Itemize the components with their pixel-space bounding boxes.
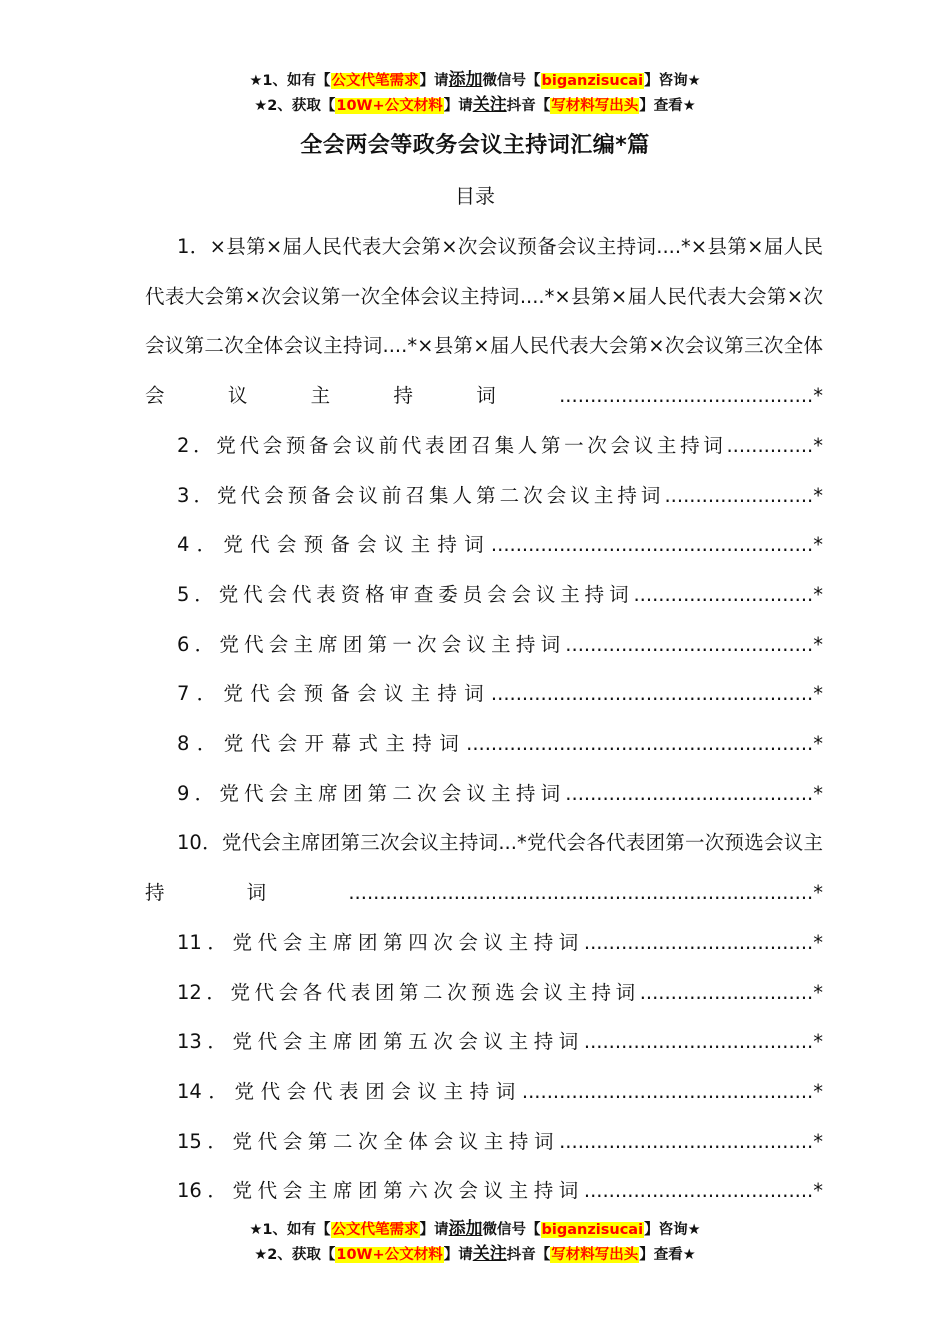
toc-entry-1[interactable]: 1．×县第×届人民代表大会第×次会议预备会议主持词....*×县第×届人民代表大会第×次会议第一次全体会议主持词....*×县第×届人民代表大会第×次会议第二次全体会议主持词....*×县第×届人民代表大会第×次会议第三次全体会议主持词.........................................* [145,235,823,408]
toc-entry-12[interactable]: 12．党代会各代表团第二次预选会议主持词............................* [177,980,823,1004]
banner-text: ★1、如有【 [249,1222,331,1238]
toc-entry-5[interactable]: 5．党代会代表资格审查委员会会议主持词.............................* [177,582,823,606]
banner-text: 】请 [419,73,449,89]
banner-text: ★1、如有【 [249,73,331,89]
toc-entry-16[interactable]: 16．党代会主席团第六次会议主持词.....................................* [177,1179,823,1203]
toc-heading: 目录 [455,184,495,208]
toc-entry-15[interactable]: 15．党代会第二次全体会议主持词.........................................* [177,1129,823,1153]
footer-banner [0,1217,950,1267]
banner-line-1 [0,68,950,93]
toc-entry-13[interactable]: 13．党代会主席团第五次会议主持词.....................................* [177,1030,823,1054]
banner-emphasis: 关注 [472,1244,507,1264]
banner-text: ★2、获取【 [254,98,336,114]
banner-emphasis: 添加 [448,1219,483,1239]
banner-text: 微信号【 [482,73,541,89]
banner-highlight: biganzisucai [541,73,644,89]
banner-text: 抖音【 [506,1247,551,1263]
banner-line-2 [0,93,950,118]
banner-text: 】咨询★ [644,73,701,89]
banner-text: 】查看★ [639,98,696,114]
banner-highlight: biganzisucai [541,1222,644,1238]
document-title: 全会两会等政务会议主持词汇编*篇 [300,133,650,158]
banner-highlight: 写材料写出头 [551,98,639,114]
banner-line-1 [0,1217,950,1242]
banner-highlight: 公文代笔需求 [331,1222,419,1238]
toc-entry-10[interactable]: 10．党代会主席团第三次会议主持词...*党代会各代表团第一次预选会议主持词...........................................................................* [145,831,823,905]
toc-entry-2[interactable]: 2．党代会预备会议前代表团召集人第一次会议主持词..............* [177,433,823,457]
banner-text: 】查看★ [639,1247,696,1263]
banner-line-2 [0,1242,950,1267]
banner-highlight: 写材料写出头 [551,1247,639,1263]
banner-text: ★2、获取【 [254,1247,336,1263]
header-banner [0,68,950,118]
banner-text: 微信号【 [482,1222,541,1238]
banner-text: 】咨询★ [644,1222,701,1238]
banner-text: 抖音【 [506,98,551,114]
toc-entry-9[interactable]: 9．党代会主席团第二次会议主持词........................................* [177,781,823,805]
banner-highlight: 公文代笔需求 [331,73,419,89]
toc-entry-11[interactable]: 11．党代会主席团第四次会议主持词.....................................* [177,930,823,954]
toc-entry-8[interactable]: 8．党代会开幕式主持词........................................................* [177,732,823,756]
banner-text: 】请 [443,1247,473,1263]
toc-entry-7[interactable]: 7．党代会预备会议主持词....................................................* [177,682,823,706]
banner-highlight: 10W+公文材料 [336,98,443,114]
toc-entry-4[interactable]: 4．党代会预备会议主持词....................................................* [177,533,823,557]
toc-entry-14[interactable]: 14．党代会代表团会议主持词...............................................* [177,1079,823,1103]
banner-text: 】请 [419,1222,449,1238]
toc-entry-6[interactable]: 6．党代会主席团第一次会议主持词........................................* [177,632,823,656]
banner-text: 】请 [443,98,473,114]
banner-highlight: 10W+公文材料 [336,1247,443,1263]
toc-entry-3[interactable]: 3．党代会预备会议前召集人第二次会议主持词........................* [177,483,823,507]
banner-emphasis: 关注 [472,95,507,115]
banner-emphasis: 添加 [448,70,483,90]
table-of-contents [145,222,823,1216]
